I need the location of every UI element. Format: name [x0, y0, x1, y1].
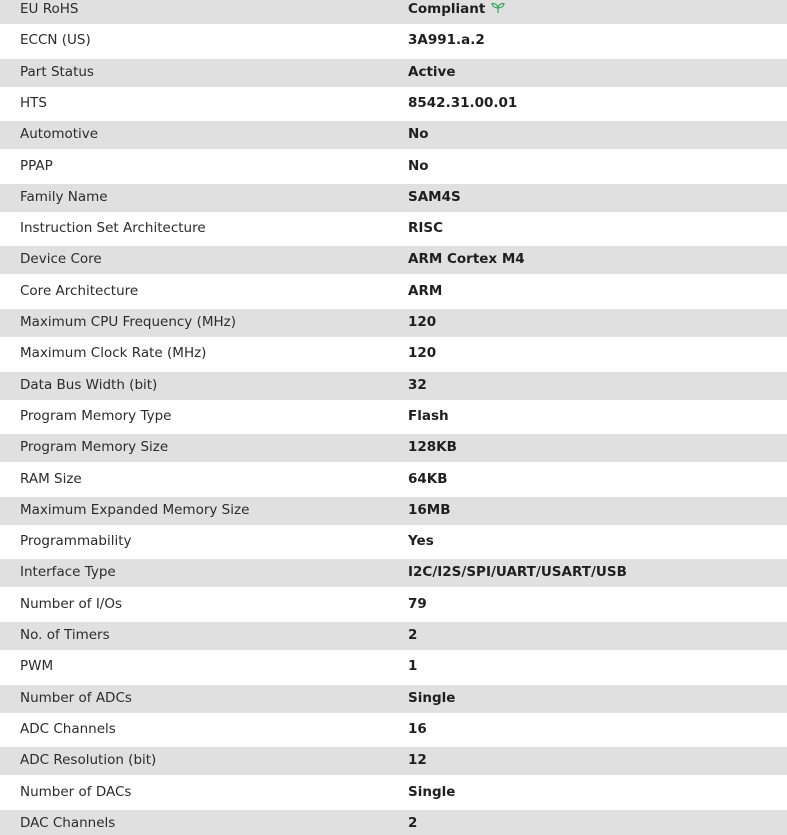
spec-value-text: 2	[408, 627, 418, 643]
spec-value-text: 1	[408, 658, 418, 674]
table-row	[0, 372, 787, 401]
spec-value	[408, 283, 442, 299]
spec-value-text: ARM Cortex M4	[408, 251, 525, 267]
spec-value-text: RISC	[408, 220, 444, 236]
table-row	[0, 59, 787, 88]
spec-value	[408, 752, 427, 768]
spec-value	[408, 815, 417, 831]
table-row	[0, 466, 787, 495]
spec-value	[408, 627, 417, 643]
table-row	[0, 90, 787, 119]
leaf-icon	[491, 2, 505, 18]
spec-value	[408, 220, 443, 236]
spec-value-text: ARM	[408, 283, 443, 299]
spec-value-text: 120	[408, 314, 437, 330]
spec-label: Program Memory Size	[20, 439, 169, 455]
spec-value	[408, 658, 417, 674]
spec-value-text: 2	[408, 815, 418, 831]
table-row	[0, 215, 787, 244]
spec-label: ADC Resolution (bit)	[20, 752, 157, 768]
spec-value-text: 64KB	[408, 471, 448, 487]
spec-label: Part Status	[20, 64, 94, 80]
spec-label: ADC Channels	[20, 721, 116, 737]
table-row	[0, 309, 787, 338]
spec-value-text: Single	[408, 784, 456, 800]
spec-value-text: 12	[408, 752, 427, 768]
table-row	[0, 153, 787, 182]
spec-label: DAC Channels	[20, 815, 116, 831]
table-row	[0, 184, 787, 213]
spec-label: Number of I/Os	[20, 596, 123, 612]
spec-value-text: Active	[408, 64, 456, 80]
spec-value-text: 8542.31.00.01	[408, 95, 518, 111]
spec-value-text: 3A991.a.2	[408, 32, 485, 48]
spec-label: Program Memory Type	[20, 408, 172, 424]
spec-value-text: 16MB	[408, 502, 451, 518]
table-row	[0, 685, 787, 714]
spec-value-text: I2C/I2S/SPI/UART/USART/USB	[408, 564, 627, 580]
spec-label: No. of Timers	[20, 627, 110, 643]
spec-value-text: No	[408, 158, 429, 174]
table-row	[0, 528, 787, 557]
spec-label: PWM	[20, 658, 54, 674]
spec-value-text: 32	[408, 377, 427, 393]
spec-label: Family Name	[20, 189, 108, 205]
spec-value	[408, 126, 429, 142]
spec-value	[408, 596, 427, 612]
spec-value	[408, 314, 436, 330]
spec-label: Instruction Set Architecture	[20, 220, 206, 236]
table-row	[0, 340, 787, 369]
spec-value	[408, 690, 455, 706]
table-row	[0, 559, 787, 588]
spec-value	[408, 32, 485, 48]
spec-value	[408, 251, 525, 267]
spec-label: Interface Type	[20, 564, 116, 580]
spec-label: EU RoHS	[20, 1, 79, 17]
spec-label: Device Core	[20, 251, 102, 267]
spec-label: PPAP	[20, 158, 53, 174]
spec-value	[408, 158, 429, 174]
table-row	[0, 716, 787, 745]
spec-label: Core Architecture	[20, 283, 139, 299]
table-row	[0, 403, 787, 432]
spec-label: ECCN (US)	[20, 32, 91, 48]
table-row	[0, 121, 787, 150]
spec-label: HTS	[20, 95, 47, 111]
spec-label: Data Bus Width (bit)	[20, 377, 158, 393]
table-row	[0, 0, 787, 25]
spec-value	[408, 533, 434, 549]
spec-label: Maximum Expanded Memory Size	[20, 502, 250, 518]
spec-value	[408, 564, 627, 580]
spec-value	[408, 95, 517, 111]
spec-value	[408, 345, 436, 361]
spec-value	[408, 408, 449, 424]
spec-value	[408, 189, 461, 205]
table-row	[0, 810, 787, 835]
spec-value-text: No	[408, 126, 429, 142]
spec-value-text: 120	[408, 345, 437, 361]
table-row	[0, 622, 787, 651]
spec-label: Number of ADCs	[20, 690, 132, 706]
spec-value-text: 16	[408, 721, 427, 737]
spec-value-text: 79	[408, 596, 427, 612]
spec-value	[408, 1, 505, 18]
spec-value	[408, 439, 457, 455]
table-row	[0, 246, 787, 275]
spec-value	[408, 377, 427, 393]
spec-value-text: Compliant	[408, 1, 486, 17]
spec-value-text: Yes	[408, 533, 434, 549]
table-row	[0, 434, 787, 463]
table-row	[0, 278, 787, 307]
table-row	[0, 653, 787, 682]
spec-value	[408, 471, 448, 487]
spec-label: Number of DACs	[20, 784, 132, 800]
spec-label: Maximum Clock Rate (MHz)	[20, 345, 207, 361]
spec-label: RAM Size	[20, 471, 82, 487]
table-row	[0, 779, 787, 808]
spec-label: Programmability	[20, 533, 132, 549]
spec-value-text: Single	[408, 690, 456, 706]
spec-value	[408, 721, 427, 737]
spec-value	[408, 64, 456, 80]
table-row	[0, 591, 787, 620]
spec-value	[408, 784, 455, 800]
spec-label: Automotive	[20, 126, 99, 142]
spec-label: Maximum CPU Frequency (MHz)	[20, 314, 236, 330]
spec-value-text: SAM4S	[408, 189, 461, 205]
spec-value	[408, 502, 451, 518]
spec-value-text: Flash	[408, 408, 449, 424]
spec-value-text: 128KB	[408, 439, 457, 455]
table-row	[0, 27, 787, 56]
table-row	[0, 747, 787, 776]
table-row	[0, 497, 787, 526]
